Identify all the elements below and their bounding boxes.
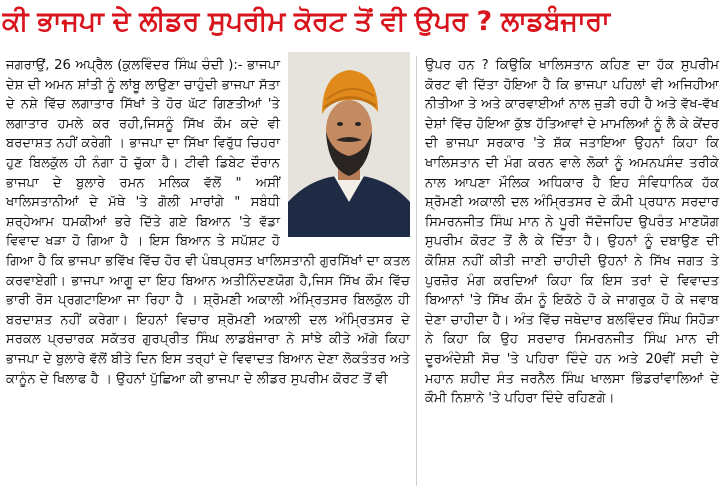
- article-right-column: [425, 56, 719, 409]
- headline: ਕੀ ਭਾਜਪਾ ਦੇ ਲੀਡਰ ਸੁਪਰੀਮ ਕੋਰਟ ਤੋਂ ਵੀ ਉਪਰ ? ਲਾਡਬੰਜਾਰਾ: [2, 6, 610, 37]
- portrait-photo: [288, 52, 410, 237]
- article-left-column: [6, 56, 410, 389]
- article-text-right: ਉਪਰ ਹਨ ? ਕਿਉਕਿ ਖਾਲਿਸਤਾਨ ਕਹਿਣ ਦਾ ਹੱਕ ਸੁਪਰੀਮ ਕੋਰਟ ਵੀ ਦਿੱਤਾ ਹੋਇਆ ਹੈ ਕਿ ਭਾਜਪਾ ਪਹਿਲਾਂ ਵੀ ਅਜਿਹੀਆ ਨੀਤੀਆ ਤੇ ਅਤੇ ਕਾਰਵਾਈਆਂ ਨਾਲ ਜੁੜੀ ਰਹੀ ਹੈ ਅਤੇ ਵੱਖ-ਵੱਖ ਦੇਸ਼ਾਂ ਵਿੱਚ ਹੋਇਆ ਕੁੱਝ ਹੱਤਿਆਵਾਂ ਦੇ ਮਾਮਲਿਆਂ ਨੂੰ ਲੈ ਕੇ ਕੇਂਦਰ ਦੀ ਭਾਜਪਾ ਸਰਕਾਰ 'ਤੇ ਸ਼ੱਕ ਜਤਾਇਆ ਉਹਨਾਂ ਕਿਹਾ ਕਿ ਖਾਲਿਸਤਾਨ ਦੀ ਮੰਗ ਕਰਨ ਵਾਲੇ ਲੋਕਾਂ ਨੂੰ ਅਮਨਪਸੰਦ ਤਰੀਕੇ ਨਾਲ ਆਪਣਾ ਮੌਲਿਕ ਅਧਿਕਾਰ ਹੈ ਇਹ ਸੰਵਿਧਾਨਿਕ ਹੱਕ ਸ਼੍ਰੋਮਣੀ ਅਕਾਲੀ ਦਲ ਅੰਮ੍ਰਿਤਸਰ ਦੇ ਕੌਮੀ ਪ੍ਰਧਾਨ ਸਰਦਾਰ ਸਿਮਰਨਜੀਤ ਸਿੰਘ ਮਾਨ ਨੇ ਪੂਰੀ ਜੱਦੋਜਹਿਦ ਉਪਰੰਤ ਮਾਣਯੋਗ ਸੁਪਰੀਮ ਕੋਰਟ ਤੋਂ ਲੈ ਕੇ ਦਿੱਤਾ ਹੈ। ਉਹਨਾਂ ਨੂੰ ਦਬਾਉਣ ਦੀ ਕੋਸ਼ਿਸ਼ ਨਹੀਂ ਕੀਤੀ ਜਾਣੀ ਚਾਹੀਦੀ ਉਹਨਾਂ ਨੇ ਸਿੱਖ ਜਗਤ ਤੇ ਪੁਰਜ਼ੋਰ ਮੰਗ ਕਰਦਿਆਂ ਕਿਹਾ ਕਿ ਇਸ ਤਰਾਂ ਦੇ ਵਿਵਾਦਤ ਬਿਆਨਾਂ 'ਤੇ ਸਿੱਖ ਕੌਮ ਨੂੰ ਇਕੱਠੇ ਹੋ ਕੇ ਜਾਗਰੁਕ ਹੋ ਕੇ ਜਵਾਬ ਦੇਣਾ ਚਾਹੀਦਾ ਹੈ। ਅੰਤ ਵਿੱਚ ਜਥੇਦਾਰ ਬਲਵਿੰਦਰ ਸਿੰਘ ਸਿਹੋੜਾ ਨੇ ਕਿਹਾ ਕਿ ਉਹ ਸਰਦਾਰ ਸਿਮਰਨਜੀਤ ਸਿੰਘ ਮਾਨ ਦੀ ਦੂਰਅੰਦੇਸ਼ੀ ਸੋਚ 'ਤੇ ਪਹਿਰਾ ਦਿੰਦੇ ਹਨ ਅਤੇ 20ਵੀਂ ਸਦੀ ਦੇ ਮਹਾਨ ਸ਼ਹੀਦ ਸੰਤ ਜਰਨੈਲ ਸਿੰਘ ਖਾਲਸਾ ਭਿੰਡਰਾਂਵਾਲਿਆਂ ਦੇ ਕੌਮੀ ਨਿਸ਼ਾਨੇ 'ਤੇ ਪਹਿਰਾ ਦਿੰਦੇ ਰਹਿਣਗੇ।: [425, 58, 719, 407]
- article-text-left: ਜਗਰਾਉਂ, 26 ਅਪ੍ਰੈਲ (ਕੁਲਵਿੰਦਰ ਸਿੰਘ ਚੰਦੀ ):- ਭਾਜਪਾ ਦੇਸ਼ ਦੀ ਅਮਨ ਸ਼ਾਂਤੀ ਨੂੰ ਲਾਂਬੂ ਲਾਉਣਾ ਚਾਹੁੰਦੀ ਭਾਜਪਾ ਸੱਤਾ ਦੇ ਨਸ਼ੇ ਵਿੱਚ ਲਗਾਤਾਰ ਸਿੱਖਾਂ ਤੇ ਹੋਰ ਘੱਟ ਗਿਣਤੀਆਂ 'ਤੇ ਲਗਾਤਾਰ ਹਮਲੇ ਕਰ ਰਹੀ,ਜਿਸਨੂੰ ਸਿੱਖ ਕੌਮ ਕਦੇ ਵੀ ਬਰਦਾਸ਼ਤ ਨਹੀਂ ਕਰੇਗੀ । ਭਾਜਪਾ ਦਾ ਸਿੱਖਾ ਵਿਰੁੱਧ ਚਿਹਰਾ ਹੁਣ ਬਿਲਕੁੱਲ ਹੀ ਨੰਗਾ ਹੋ ਚੁੱਕਾ ਹੈ। ਟੀਵੀ ਡਿਬੇਟ ਦੌਰਾਨ ਭਾਜਪਾ ਦੇ ਬੁਲਾਰੇ ਰਮਨ ਮਲਿਕ ਵੱਲੋਂ " ਅਸੀਂ ਖਾਲਿਸਤਾਨੀਆਂ ਦੇ ਮੱਥੇ 'ਤੇ ਗੋਲੀ ਮਾਰਾਂਗੇ " ਸਬੰਧੀ ਸ਼ਰ੍ਹੇਆਮ ਧਮਕੀਆਂ ਭਰੇ ਦਿੱਤੇ ਗਏ ਬਿਆਨ 'ਤੇ ਵੱਡਾ ਵਿਵਾਦ ਖੜਾ ਹੋ ਗਿਆ ਹੈ । ਇਸ ਬਿਆਨ ਤੇ ਸਪੱਸ਼ਟ ਹੋ ਗਿਆ ਹੈ ਕਿ ਭਾਜਪਾ ਭਵਿੱਖ ਵਿੱਚ ਹੋਰ ਵੀ ਪੰਥਪ੍ਰਸਤ ਖਾਲਿਸਤਾਨੀ ਗੁਰਸਿੱਖਾਂ ਦਾ ਕਤਲ ਕਰਵਾਏਗੀ। ਭਾਜਪਾ ਆਗੂ ਦਾ ਇਹ ਬਿਆਨ ਅਤੀਨਿੰਦਣਯੋਗ ਹੈ,ਜਿਸ ਸਿੱਖ ਕੌਮ ਵਿੱਚ ਭਾਰੀ ਰੋਸ ਪ੍ਰਗਟਾਇਆ ਜਾ ਰਿਹਾ ਹੈ । ਸ਼੍ਰੋਮਣੀ ਅਕਾਲੀ ਅੰਮ੍ਰਿਤਸਰ ਬਿਲਕੁੱਲ ਹੀ ਬਰਦਾਸ਼ਤ ਨਹੀਂ ਕਰੇਗਾ। ਇਹਨਾਂ ਵਿਚਾਰ ਸ਼੍ਰੋਮਣੀ ਅਕਾਲੀ ਦਲ ਅੰਮ੍ਰਿਤਸਰ ਦੇ ਸਰਕਲ ਪ੍ਰਚਾਰਕ ਸਕੱਤਰ ਗੁਰਪ੍ਰੀਤ ਸਿੰਘ ਲਾਡਬੰਜਾਰਾ ਨੇ ਸਾਂਝੇ ਕੀਤੇ ਅੱਗੇ ਕਿਹਾ ਭਾਜਪਾ ਦੇ ਬੁਲਾਰੇ ਵੱਲੋਂ ਬੀਤੇ ਦਿਨ ਇਸ ਤਰ੍ਹਾਂ ਦੇ ਵਿਵਾਦਤ ਬਿਆਨ ਦੇਣਾ ਲੋਕਤੰਤਰ ਅਤੇ ਕਾਨੂੰਨ ਦੇ ਖਿਲਾਫ ਹੈ । ਉਹਨਾਂ ਪੁੱਛਿਆ ਕੀ ਭਾਜਪਾ ਦੇ ਲੀਡਰ ਸੁਪਰੀਮ ਕੋਰਟ ਤੋਂ ਵੀ: [6, 58, 410, 387]
- column-divider: [416, 56, 417, 486]
- portrait-illustration: [288, 52, 410, 237]
